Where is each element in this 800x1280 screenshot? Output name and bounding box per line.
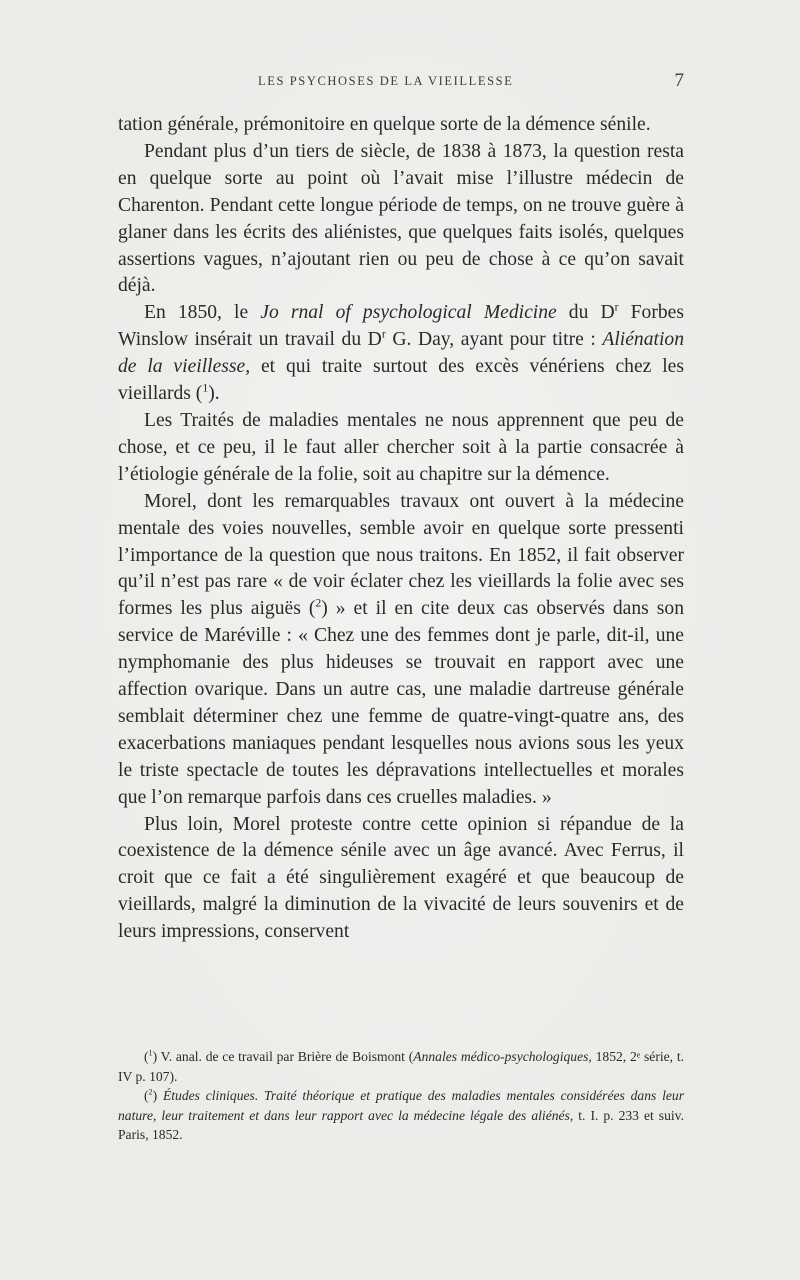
footnote-ref: 2 — [315, 596, 322, 610]
journal-title: Jo rnal of psychological Medicine — [260, 302, 557, 324]
work-title: Aliénation de la vieillesse, — [118, 329, 685, 378]
footnote-mark: 2 — [148, 1087, 153, 1097]
main-text — [118, 112, 684, 946]
footnote-journal: Annales médico-psychologiques, — [413, 1049, 592, 1064]
paragraph-3-text: G. Day, ayant pour titre : — [385, 329, 603, 351]
running-title: LES PSYCHOSES DE LA VIEILLESSE — [258, 74, 514, 88]
paragraph-2: Pendant plus d’un tiers de siècle, de 1838 à 1873, la question resta en quelque sorte au point où l’avait mise l’illustre médecin de Charenton. Pendant cette longue période de temps, on ne trouve guère à glaner dans les écrits des aliénistes, que quelques faits isolés, quelques assertions vagues, n’ajoutant rien ou peu de chose à ce qu’on savait déjà. — [118, 140, 684, 297]
superscript: r — [381, 327, 386, 341]
footnote-text: t. I. p. 233 et suiv. Paris, 1852. — [118, 1107, 684, 1142]
paragraph-1: tation générale, prémonitoire en quelque sorte de la démence sénile. — [118, 114, 651, 135]
page-number: 7 — [674, 70, 684, 91]
footnote-mark: 1 — [148, 1048, 153, 1058]
footnote-2: ($^2$) Études cliniques. Traité théorique et pratique des maladies mentales considérées dans leur nature, leur traitement et dans leur rapport avec la médecine légale des aliénés, t. I. p. 233 et suiv. Paris, 1852. — [118, 1087, 684, 1142]
footnote-1: ($^1$) V. anal. de ce travail par Brière de Boismont (Annales médico-psychologiques, 1852, 2ᵉ série, t. IV p. 107). — [118, 1048, 685, 1084]
paragraph-3-text: ). — [208, 383, 220, 405]
paragraph-6: Plus loin, Morel proteste contre cette opinion si répandue de la coexistence de la démence sénile avec un âge avancé. Avec Ferrus, il croit que ce fait a été singulièrement exagéré et que beaucoup de vieillards, malgré la diminution de la vivacité de leurs souvenirs et de leurs impressions, conservent — [118, 813, 684, 943]
paragraph-3-text: et qui traite surtout des excès vénériens chez les vieillards ( — [118, 356, 684, 405]
footnotes — [118, 1047, 684, 1145]
paragraph-5-text: Morel, dont les remarquables travaux ont ouvert à la médecine mentale des voies nouvelles, semble avoir en quelque sorte pressenti l’importance de la question que nous traitons. En 1852, il fait observer qu’il n’est pas rare « de voir éclater chez les vieillards la folie avec ses formes les plus aiguës ( — [118, 490, 684, 620]
superscript: r — [614, 300, 619, 314]
footnote-ref: 1 — [202, 381, 209, 395]
paragraph-3-text: du D — [556, 302, 615, 324]
footnote-text: V. anal. de ce travail par Brière de Boismont ( — [157, 1049, 414, 1064]
footnote-text: 1852, 2ᵉ série, t. IV p. 107). — [118, 1049, 685, 1084]
paragraph-3-text: Forbes Winslow insérait un travail du D — [118, 302, 684, 351]
paragraph-3-text: En 1850, le — [144, 302, 261, 324]
paragraph-5-text: ) » et il en cite deux cas observés dans son service de Maréville : « Chez une des femmes dont je parle, dit-il, une nymphomanie des plus hideuses se trouvait en rapport avec une affection ovarique. Dans un autre cas, une maladie dartreuse générale semblait déterminer chez une femme de quatre-vingt-quatre ans, des exacerbations maniaques pendant lesquelles nous avions sous les yeux le triste spectacle de toutes les dépravations intellectuelles et morales que l’on remarque parfois dans ces cruelles maladies. » — [118, 598, 684, 808]
page-header — [118, 70, 684, 98]
paragraph-4: Les Traités de maladies mentales ne nous apprennent que peu de chose, et ce peu, il le faut aller chercher soit à la partie consacrée à l’étiologie générale de la folie, soit au chapitre sur la démence. — [118, 409, 684, 485]
paragraph-5 — [118, 489, 684, 812]
paragraph-3 — [118, 300, 684, 408]
footnote-work-title: Études cliniques. Traité théorique et pratique des maladies mentales considérées dans leur nature, leur traitement et dans leur rapport avec la médecine légale des aliénés, — [118, 1088, 684, 1123]
